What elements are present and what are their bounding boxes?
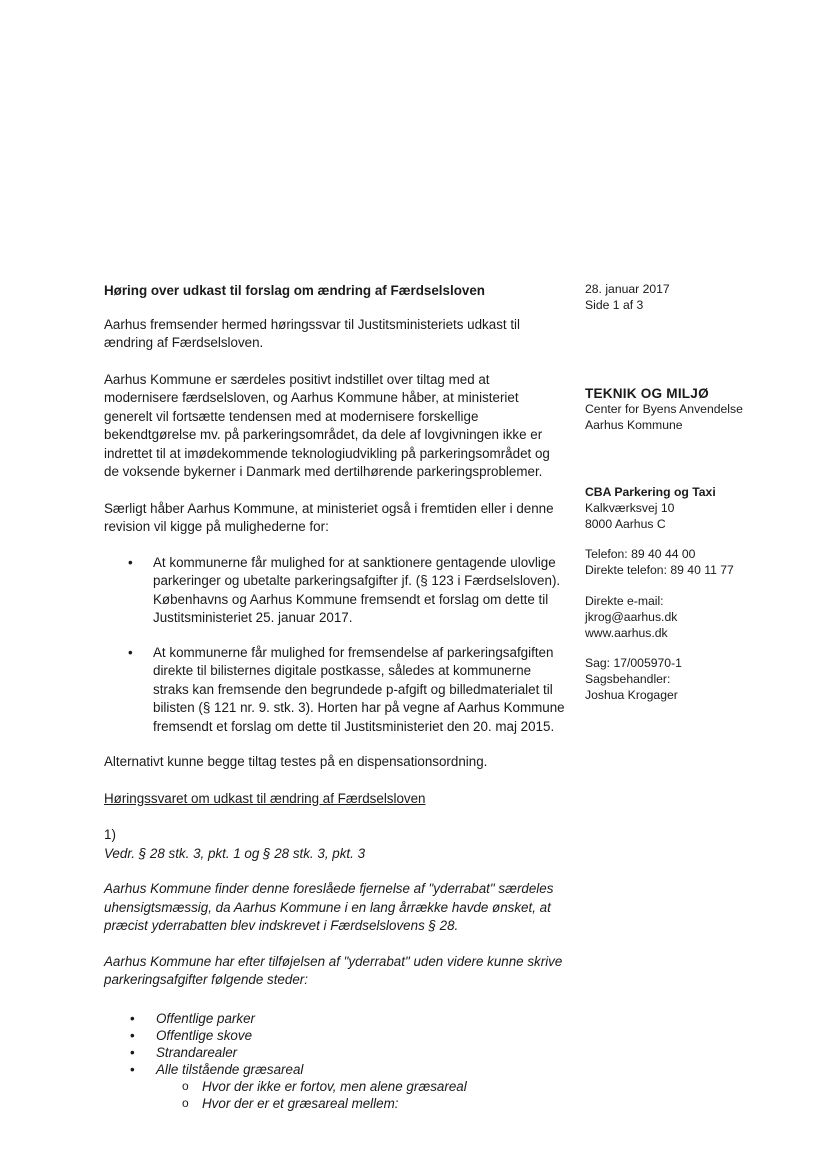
section-heading: Høringssvaret om udkast til ændring af Færdselsloven — [104, 790, 426, 806]
case-handler-label: Sagsbehandler: — [585, 671, 671, 686]
intro-paragraph: Aarhus fremsender hermed høringssvar til Justitsministeriets udkast til ændring af Færdselsloven. — [104, 316, 520, 350]
comment-paragraph-2: Aarhus Kommune har efter tilføjelsen af "yderrabat" uden videre kunne skrive parkeringsafgifter følgende steder: — [104, 953, 563, 987]
case-number: Sag: 17/005970-1 — [585, 656, 682, 670]
position-paragraph: Aarhus Kommune er særdeles positivt indstillet over tiltag med at modernisere færdselsloven, og Aarhus Kommune håber, at ministeriet generelt vil fortsætte tendensen med at modernisere forskellige bekendtgørelse mv. på parkeringsområdet, da dele af lovgivningen ikke er indrettet til at imødekommende teknologiudvikling på parkeringsområdet og de voksende bykerner i Danmark med dertilhørende parkeringsproblemer. — [104, 371, 550, 479]
department-block — [585, 386, 815, 433]
sub-list-item: o Hvor der ikke er fortov, men alene græsareal — [156, 1078, 566, 1095]
alternative-paragraph: Alternativt kunne begge tiltag testes på en dispensationsordning. — [104, 754, 488, 769]
date-block — [585, 282, 815, 314]
case-handler-name: Joshua Krogager — [585, 687, 678, 702]
item-number: 1) — [104, 827, 116, 842]
address-block — [585, 485, 815, 532]
contact-block — [585, 594, 815, 641]
website-link[interactable]: www.aarhus.dk — [585, 625, 668, 640]
wishes-list — [104, 554, 566, 737]
street-address: Kalkværksvej 10 — [585, 500, 675, 515]
reference-line: Vedr. § 28 stk. 3, pkt. 1 og § 28 stk. 3, pkt. 3 — [104, 845, 366, 861]
sub-list-item: o Hvor der er et græsareal mellem: — [156, 1095, 566, 1112]
sub-places-list — [156, 1078, 566, 1112]
list-item — [104, 1061, 566, 1112]
list-item: • Offentlige skove — [104, 1027, 566, 1044]
places-list — [104, 1010, 566, 1112]
wishes-paragraph: Særligt håber Aarhus Kommune, at ministeriet også i fremtiden eller i denne revision vil kigge på mulighederne for: — [104, 500, 554, 534]
list-item: • Offentlige parker — [104, 1010, 566, 1027]
municipality-name: Aarhus Kommune — [585, 417, 683, 432]
list-item-label: Alle tilstående græsareal — [156, 1061, 304, 1077]
unit-name: CBA Parkering og Taxi — [585, 485, 716, 499]
letter-date: 28. januar 2017 — [585, 282, 670, 296]
phone-number: Telefon: 89 40 44 00 — [585, 547, 696, 561]
list-item: • Strandarealer — [104, 1044, 566, 1061]
center-name: Center for Byens Anvendelse — [585, 401, 743, 416]
page-number: Side 1 af 3 — [585, 297, 644, 312]
email-link[interactable]: jkrog@aarhus.dk — [585, 609, 678, 624]
case-block — [585, 656, 815, 703]
department-name: TEKNIK OG MILJØ — [585, 386, 709, 401]
postal-city: 8000 Aarhus C — [585, 516, 666, 531]
letter-title: Høring over udkast til forslag om ændring af Færdselsloven — [104, 283, 485, 298]
phone-block — [585, 547, 815, 579]
list-item: • At kommunerne får mulighed for at sanktionere gentagende ulovlige parkeringer og ubetalte parkeringsafgifter jf. (§ 123 i Færdselsloven). Københavns og Aarhus Kommune fremsendt et forslag om dette til Justitsministeriet 25. januar 2017. — [104, 554, 566, 628]
direct-phone: Direkte telefon: 89 40 11 77 — [585, 562, 734, 577]
list-item: • At kommunerne får mulighed for fremsendelse af parkeringsafgiften direkte til bilisternes digitale postkasse, således at kommunerne straks kan fremsende den begrundede p-afgift og billedmaterialet til bilisten (§ 121 nr. 9. stk. 3). Horten har på vegne af Aarhus Kommune fremsendt et forslag om dette til Justitsministeriet den 20. maj 2015. — [104, 644, 566, 737]
email-label: Direkte e-mail: — [585, 594, 664, 608]
comment-paragraph: Aarhus Kommune finder denne foreslåede fjernelse af "yderrabat" særdeles uhensigtsmæssig, da Aarhus Kommune i en lang årrække havde ønsket, at præcist yderrabatten blev indskrevet i Færdselslovens § 28. — [104, 881, 554, 933]
letter-body — [104, 282, 566, 1112]
